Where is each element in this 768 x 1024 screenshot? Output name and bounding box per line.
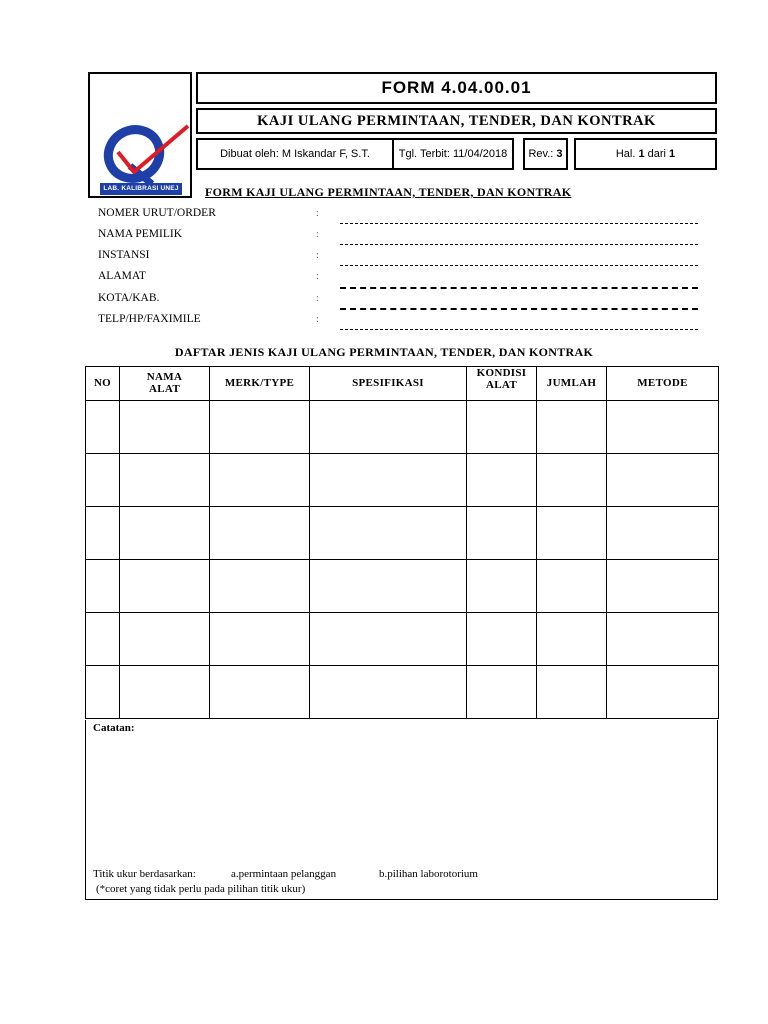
table-cell[interactable] <box>86 613 120 666</box>
column-header-quantity: JUMLAH <box>537 367 607 401</box>
column-header-no: NO <box>86 367 120 401</box>
table-cell[interactable] <box>86 560 120 613</box>
table-cell[interactable] <box>86 401 120 454</box>
table-cell[interactable] <box>537 666 607 719</box>
table-cell[interactable] <box>607 666 719 719</box>
table-header-row <box>86 367 719 401</box>
field-label-institution: INSTANSI <box>98 249 150 261</box>
table-cell[interactable] <box>607 613 719 666</box>
table-cell[interactable] <box>86 454 120 507</box>
table-cell[interactable] <box>310 401 467 454</box>
table-cell[interactable] <box>310 560 467 613</box>
column-header-condition: KONDISI ALAT <box>467 367 537 401</box>
field-line-address[interactable] <box>340 287 698 289</box>
table-cell[interactable] <box>210 401 310 454</box>
column-header-tool-name: NAMA ALAT <box>120 367 210 401</box>
field-colon: : <box>316 250 319 261</box>
field-line-owner-name[interactable] <box>340 244 698 245</box>
table-cell[interactable] <box>537 560 607 613</box>
page-info <box>574 138 717 170</box>
field-label-phone: TELP/HP/FAXIMILE <box>98 313 201 325</box>
column-header-brand-type: MERK/TYPE <box>210 367 310 401</box>
field-colon: : <box>316 314 319 325</box>
measurement-basis-label: Titik ukur berdasarkan: <box>93 868 196 880</box>
field-colon: : <box>316 293 319 304</box>
logo-box <box>88 72 192 198</box>
field-line-city[interactable] <box>340 308 698 310</box>
table-row <box>86 507 719 560</box>
table-cell[interactable] <box>120 454 210 507</box>
field-label-owner-name: NAMA PEMILIK <box>98 228 183 240</box>
field-colon: : <box>316 208 319 219</box>
table-cell[interactable] <box>607 454 719 507</box>
page-total: 1 <box>669 148 676 160</box>
strike-instruction-note: (*coret yang tidak perlu pada pilihan titik ukur) <box>96 883 306 895</box>
issue-date: Tgl. Terbit: 11/04/2018 <box>394 138 514 170</box>
table-cell[interactable] <box>467 454 537 507</box>
table-cell[interactable] <box>310 666 467 719</box>
field-colon: : <box>316 271 319 282</box>
table-cell[interactable] <box>120 613 210 666</box>
table-cell[interactable] <box>467 666 537 719</box>
table-row <box>86 613 719 666</box>
table-cell[interactable] <box>120 560 210 613</box>
field-colon: : <box>316 229 319 240</box>
option-lab-choice[interactable]: b.pilihan laborotorium <box>379 868 478 880</box>
table-row <box>86 560 719 613</box>
table-cell[interactable] <box>210 454 310 507</box>
revision-value: 3 <box>556 148 563 160</box>
field-line-phone[interactable] <box>340 329 698 330</box>
table-cell[interactable] <box>120 507 210 560</box>
field-label-city: KOTA/KAB. <box>98 292 160 304</box>
revision-info <box>523 138 568 170</box>
field-line-order-number[interactable] <box>340 223 698 224</box>
table-cell[interactable] <box>120 401 210 454</box>
table-cell[interactable] <box>467 401 537 454</box>
form-subtitle: FORM KAJI ULANG PERMINTAAN, TENDER, DAN KONTRAK <box>205 185 572 199</box>
list-title: DAFTAR JENIS KAJI ULANG PERMINTAAN, TENDER, DAN KONTRAK <box>174 345 594 359</box>
table-cell[interactable] <box>310 454 467 507</box>
logo-text: LAB. KALIBRASI UNEJ <box>103 185 179 192</box>
notes-label: Catatan: <box>93 722 135 734</box>
table-cell[interactable] <box>210 666 310 719</box>
table-cell[interactable] <box>86 507 120 560</box>
table-cell[interactable] <box>86 666 120 719</box>
table-cell[interactable] <box>467 613 537 666</box>
table-row <box>86 666 719 719</box>
form-number: FORM 4.04.00.01 <box>196 72 717 104</box>
page-current: 1 <box>638 148 645 160</box>
table-cell[interactable] <box>537 401 607 454</box>
table-cell[interactable] <box>210 560 310 613</box>
column-header-specification: SPESIFIKASI <box>310 367 467 401</box>
table-row <box>86 454 719 507</box>
column-header-method: METODE <box>607 367 719 401</box>
equipment-table <box>85 366 719 719</box>
table-cell[interactable] <box>467 507 537 560</box>
table-cell[interactable] <box>537 507 607 560</box>
field-label-order-number: NOMER URUT/ORDER <box>98 207 216 219</box>
table-cell[interactable] <box>607 560 719 613</box>
table-cell[interactable] <box>467 560 537 613</box>
lab-logo <box>90 74 190 196</box>
table-cell[interactable] <box>310 507 467 560</box>
table-cell[interactable] <box>310 613 467 666</box>
author-info: Dibuat oleh: M Iskandar F, S.T. <box>196 138 394 170</box>
revision-label: Rev.: <box>528 148 554 160</box>
table-row <box>86 401 719 454</box>
page-prefix: Hal. <box>615 148 636 160</box>
field-line-institution[interactable] <box>340 265 698 266</box>
table-cell[interactable] <box>537 613 607 666</box>
field-label-address: ALAMAT <box>98 270 146 282</box>
table-cell[interactable] <box>607 507 719 560</box>
form-title: KAJI ULANG PERMINTAAN, TENDER, DAN KONTRAK <box>196 108 717 134</box>
page-mid: dari <box>647 148 666 160</box>
table-cell[interactable] <box>607 401 719 454</box>
notes-box[interactable] <box>85 720 718 900</box>
table-cell[interactable] <box>537 454 607 507</box>
table-cell[interactable] <box>120 666 210 719</box>
table-cell[interactable] <box>210 613 310 666</box>
table-cell[interactable] <box>210 507 310 560</box>
option-customer-request[interactable]: a.permintaan pelanggan <box>231 868 337 880</box>
